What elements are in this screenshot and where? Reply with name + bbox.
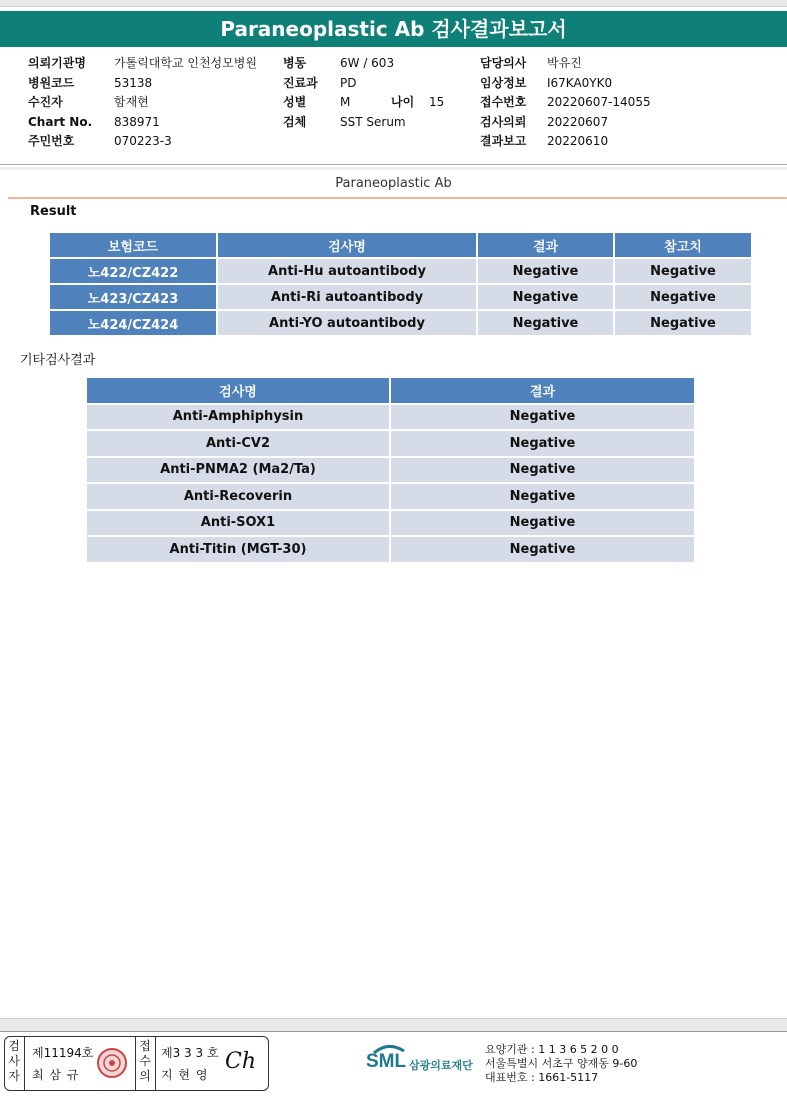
column-header: 보험코드 <box>50 233 216 257</box>
info-row <box>480 74 651 94</box>
info-label: 의뢰기관명 <box>28 56 86 70</box>
info-label: 병동 <box>283 56 307 70</box>
table-cell: Anti-YO autoantibody <box>218 311 476 335</box>
info-label: 주민번호 <box>28 134 75 148</box>
column-header: 검사명 <box>218 233 476 257</box>
confirm-label: 접수의 <box>139 1039 151 1083</box>
table-cell: Negative <box>478 259 613 283</box>
info-label: 결과보고 <box>480 134 527 148</box>
patient-info-column-1 <box>28 54 257 152</box>
table-row <box>50 311 751 335</box>
info-row <box>28 113 257 133</box>
table-cell: Anti-Hu autoantibody <box>218 259 476 283</box>
other-tests-label: 기타검사결과 <box>20 353 96 368</box>
info-row <box>28 132 257 152</box>
table-cell: Anti-PNMA2 (Ma2/Ta) <box>87 458 389 483</box>
info-label: 성별 <box>283 95 307 109</box>
age-value: 15 <box>429 95 445 109</box>
info-row <box>480 113 651 133</box>
info-value: 53138 <box>114 75 153 90</box>
column-header: 결과 <box>391 378 694 403</box>
info-row <box>480 93 651 113</box>
company-name: 삼광의료재단 <box>409 1059 473 1072</box>
info-label: Chart No. <box>28 114 93 129</box>
info-label: 임상정보 <box>480 75 527 90</box>
report-title: Paraneoplastic Ab 검사결과보고서 <box>0 11 787 47</box>
other-tests-table <box>85 376 696 564</box>
info-value: 20220610 <box>547 134 609 148</box>
table-cell: Negative <box>615 259 751 283</box>
info-value: 838971 <box>114 114 160 129</box>
table-cell: Negative <box>391 405 694 430</box>
info-label: 검체 <box>283 114 307 129</box>
info-row <box>283 54 406 74</box>
column-header: 결과 <box>478 233 613 257</box>
results-table <box>48 231 753 337</box>
company-info <box>485 1043 637 1085</box>
info-label: 담당의사 <box>480 56 527 70</box>
table-cell: Anti-CV2 <box>87 431 389 456</box>
table-cell: Negative <box>391 537 694 562</box>
table-cell: 노423/CZ423 <box>50 285 216 309</box>
table-row <box>87 405 694 430</box>
confirm-number: 제3 3 3 호 <box>161 1046 219 1060</box>
table-cell: 노424/CZ424 <box>50 311 216 335</box>
signature-box <box>4 1036 269 1091</box>
sign-divider <box>24 1037 25 1090</box>
table-row <box>87 537 694 562</box>
info-value: 박유진 <box>547 56 582 70</box>
table-cell: Anti-Recoverin <box>87 484 389 509</box>
sign-divider <box>155 1037 156 1090</box>
table-cell: Anti-SOX1 <box>87 511 389 536</box>
table-cell: Negative <box>615 285 751 309</box>
info-value: PD <box>340 75 357 90</box>
column-header: 참고치 <box>615 233 751 257</box>
signature: Ch <box>225 1049 257 1074</box>
info-label: 접수번호 <box>480 95 527 109</box>
table-cell: Negative <box>391 484 694 509</box>
table-row <box>87 458 694 483</box>
column-header: 검사명 <box>87 378 389 403</box>
company-info-line: 대표번호 : 1661-5117 <box>485 1071 599 1084</box>
table-row <box>87 431 694 456</box>
section-divider <box>8 197 787 199</box>
top-border <box>0 0 787 7</box>
info-row <box>283 93 406 113</box>
table-cell: Negative <box>391 458 694 483</box>
table-cell: 노422/CZ422 <box>50 259 216 283</box>
confirm-name: 지 현 영 <box>161 1068 209 1082</box>
info-value: I67KA0YK0 <box>547 75 613 90</box>
company-info-line: 서울특별시 서초구 양재동 9-60 <box>485 1057 638 1070</box>
info-row <box>28 74 257 94</box>
table-cell: Negative <box>391 511 694 536</box>
table-cell: Anti-Titin (MGT-30) <box>87 537 389 562</box>
results-header-row <box>50 233 751 257</box>
table-row <box>50 259 751 283</box>
info-label: 검사의뢰 <box>480 114 527 129</box>
footer-divider <box>0 1031 787 1032</box>
divider-band <box>0 167 787 170</box>
tester-label: 검사자 <box>8 1039 20 1083</box>
patient-info-column-2 <box>283 54 406 132</box>
table-cell: Negative <box>478 311 613 335</box>
table-cell: Anti-Amphiphysin <box>87 405 389 430</box>
sign-divider <box>135 1037 136 1090</box>
table-cell: Anti-Ri autoantibody <box>218 285 476 309</box>
info-value: 6W / 603 <box>340 56 395 70</box>
other-header-row <box>87 378 694 403</box>
table-cell: Negative <box>391 431 694 456</box>
table-cell: Negative <box>615 311 751 335</box>
info-value: 20220607-14055 <box>547 95 651 109</box>
info-label: 수진자 <box>28 95 63 109</box>
info-value: SST Serum <box>340 114 406 129</box>
info-label: 병원코드 <box>28 75 75 90</box>
section-title: Paraneoplastic Ab <box>335 176 452 191</box>
info-value: 가톨릭대학교 인천성모병원 <box>114 56 257 70</box>
info-row <box>283 113 406 133</box>
age-field <box>391 93 444 113</box>
age-label: 나이 <box>391 95 415 109</box>
info-value: M <box>340 95 351 109</box>
table-row <box>87 511 694 536</box>
info-row <box>480 54 651 74</box>
info-value: 20220607 <box>547 114 609 129</box>
footer-band <box>0 1018 787 1031</box>
logo-text: SML <box>366 1051 407 1072</box>
divider <box>0 164 787 165</box>
info-value: 070223-3 <box>114 134 172 148</box>
info-row <box>480 132 651 152</box>
table-row <box>50 285 751 309</box>
tester-number: 제11194호 <box>32 1046 94 1060</box>
table-cell: Negative <box>478 285 613 309</box>
info-value: 함재현 <box>114 95 149 109</box>
info-row <box>283 74 406 94</box>
info-row <box>28 54 257 74</box>
result-label: Result <box>30 204 77 219</box>
tester-seal-icon <box>96 1047 128 1079</box>
tester-name: 최 삼 규 <box>32 1068 80 1082</box>
company-info-line: 요양기관 : 1 1 3 6 5 2 0 0 <box>485 1043 619 1056</box>
table-row <box>87 484 694 509</box>
info-row <box>28 93 257 113</box>
patient-info-column-3 <box>480 54 651 152</box>
info-label: 진료과 <box>283 75 318 90</box>
